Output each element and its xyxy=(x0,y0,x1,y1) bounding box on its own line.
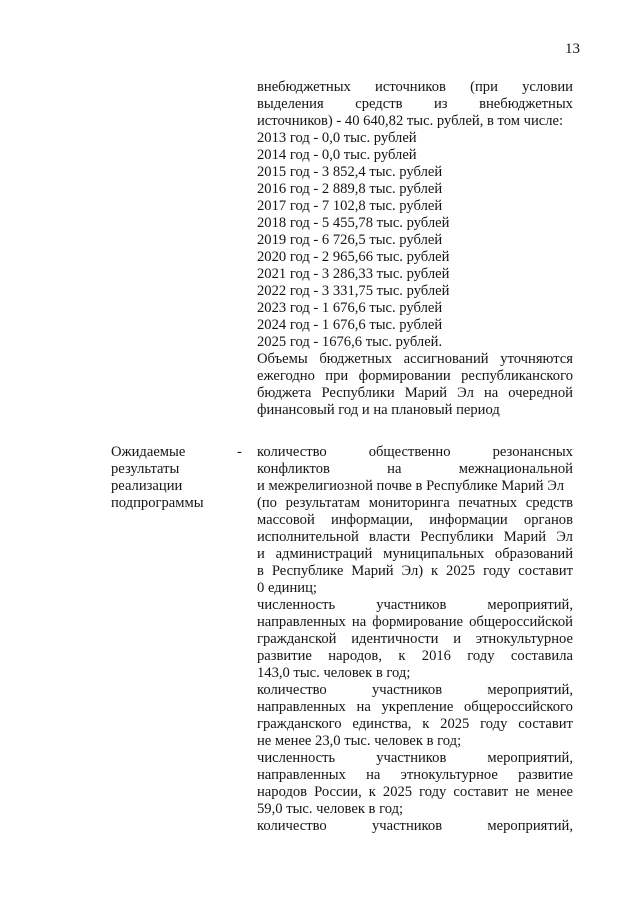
funding-year-line: 2025 год - 1676,6 тыс. рублей. xyxy=(257,334,443,350)
word: на xyxy=(351,614,367,630)
word: на xyxy=(356,699,371,715)
word: власти xyxy=(369,529,411,545)
word: выделения xyxy=(257,96,324,112)
funding-year-line: 2013 год - 0,0 тыс. рублей xyxy=(257,130,417,146)
word: количество xyxy=(257,682,327,698)
word: на xyxy=(387,461,402,477)
funding-year-line: 2014 год - 0,0 тыс. рублей xyxy=(257,147,417,163)
word: средств xyxy=(355,96,403,112)
word: ассигнований xyxy=(403,351,489,367)
results-line xyxy=(257,444,573,461)
funding-note-line xyxy=(257,351,573,368)
results-label-line: результаты xyxy=(111,461,180,477)
results-line xyxy=(257,648,573,665)
word: к xyxy=(398,648,406,664)
results-line: 143,0 тыс. человек в год; xyxy=(257,665,411,681)
results-line xyxy=(257,682,573,699)
results-line xyxy=(257,529,573,546)
funding-year-line: 2022 год - 3 331,75 тыс. рублей xyxy=(257,283,450,299)
results-label xyxy=(111,444,236,512)
word: и xyxy=(257,546,265,562)
word: формировании xyxy=(358,368,451,384)
results-label-line: подпрограммы xyxy=(111,495,204,511)
results-line: не менее 23,0 тыс. человек в год; xyxy=(257,733,462,749)
word: численность xyxy=(257,597,336,613)
results-line: и межрелигиозной почве в Республике Марий Эл xyxy=(257,478,564,494)
word: народов, xyxy=(328,648,382,664)
results-line xyxy=(257,716,573,733)
word: очередной xyxy=(508,385,573,401)
funding-year-line: 2024 год - 1 676,6 тыс. рублей xyxy=(257,317,443,333)
word: конфликтов xyxy=(257,461,330,477)
funding-note xyxy=(257,351,573,419)
word: Марий xyxy=(404,385,448,401)
word: массовой xyxy=(257,512,315,528)
results-block xyxy=(257,444,573,835)
word: мероприятий, xyxy=(487,818,573,834)
word: 2016 xyxy=(421,648,451,664)
word: общероссийской xyxy=(469,614,573,630)
funding-year-line: 2023 год - 1 676,6 тыс. рублей xyxy=(257,300,443,316)
funding-note-line xyxy=(257,368,573,385)
funding-year-line: 2020 год - 2 965,66 тыс. рублей xyxy=(257,249,450,265)
word: к xyxy=(422,716,430,732)
word: республиканского xyxy=(461,368,573,384)
results-line xyxy=(257,597,573,614)
word: печатных xyxy=(458,495,518,511)
results-line xyxy=(257,495,573,512)
word: участников xyxy=(376,597,447,613)
word: на xyxy=(366,767,381,783)
word: составила xyxy=(510,648,573,664)
word: исполнительной xyxy=(257,529,359,545)
word: 2025 xyxy=(382,784,413,800)
word: Республики xyxy=(321,385,395,401)
word: идентичности xyxy=(351,631,439,647)
word: бюджетных xyxy=(319,351,392,367)
word: участников xyxy=(371,818,443,834)
funding-note-line: финансовый год и на плановый период xyxy=(257,402,500,418)
word: Эл xyxy=(556,529,573,545)
funding-years-list xyxy=(257,130,573,351)
word: результатам xyxy=(285,495,361,511)
word: ежегодно xyxy=(257,368,315,384)
word: и xyxy=(453,631,461,647)
word: единства, xyxy=(352,716,412,732)
results-line xyxy=(257,614,573,631)
funding-line-1 xyxy=(257,79,573,96)
results-line xyxy=(257,699,573,716)
word: 2025 xyxy=(446,563,476,579)
word: Эл xyxy=(457,385,474,401)
word: формирование xyxy=(372,614,464,630)
funding-note-line xyxy=(257,385,573,402)
word: мероприятий, xyxy=(487,750,573,766)
funding-year-line: 2018 год - 5 455,78 тыс. рублей xyxy=(257,215,450,231)
word: мероприятий, xyxy=(487,682,573,698)
word: менее xyxy=(536,784,573,800)
word: общественно xyxy=(368,444,451,460)
page-number: 13 xyxy=(565,41,580,57)
results-line: 0 единиц; xyxy=(257,580,317,596)
funding-year-line: 2021 год - 3 286,33 тыс. рублей xyxy=(257,266,450,282)
results-line xyxy=(257,818,573,835)
word: средств xyxy=(525,495,573,511)
word: Республики xyxy=(420,529,494,545)
funding-year-line: 2016 год - 2 889,8 тыс. рублей xyxy=(257,181,443,197)
results-line xyxy=(257,563,573,580)
word: органов xyxy=(523,512,573,528)
word: муниципальных xyxy=(383,546,485,562)
word: Объемы xyxy=(257,351,308,367)
word: гражданского xyxy=(257,716,342,732)
word: уточняются xyxy=(500,351,573,367)
word: источников xyxy=(375,79,446,95)
word: внебюджетных xyxy=(257,79,351,95)
word: году xyxy=(480,716,508,732)
word: направленных xyxy=(257,767,346,783)
word: количество xyxy=(257,444,327,460)
word: укрепление xyxy=(381,699,454,715)
word: составит xyxy=(518,563,573,579)
word: народов xyxy=(257,784,308,800)
word: мониторинга xyxy=(368,495,450,511)
word: информации xyxy=(429,512,508,528)
word: Эл) xyxy=(401,563,424,579)
word: количество xyxy=(257,818,327,834)
word: к xyxy=(431,563,439,579)
word: году xyxy=(419,784,447,800)
word: гражданской xyxy=(257,631,337,647)
word: условии xyxy=(522,79,573,95)
results-line xyxy=(257,767,573,784)
word: информации, xyxy=(330,512,414,528)
word: мероприятий, xyxy=(487,597,573,613)
results-label-line: реализации xyxy=(111,478,183,494)
word: бюджета xyxy=(257,385,312,401)
word: развитие xyxy=(518,767,573,783)
word: резонансных xyxy=(492,444,573,460)
word: составит xyxy=(518,716,573,732)
word: году xyxy=(467,648,495,664)
word: не xyxy=(515,784,530,800)
results-line xyxy=(257,546,573,563)
word: году xyxy=(483,563,511,579)
word: Марий xyxy=(351,563,394,579)
word: развитие xyxy=(257,648,312,664)
word: Республике xyxy=(271,563,344,579)
word: администраций xyxy=(275,546,373,562)
word: составит xyxy=(453,784,509,800)
results-line xyxy=(257,631,573,648)
word: участников xyxy=(371,682,443,698)
results-line xyxy=(257,784,573,801)
results-line xyxy=(257,512,573,529)
word: (по xyxy=(257,495,277,511)
word: на xyxy=(483,385,499,401)
word: общероссийского xyxy=(463,699,573,715)
word: к xyxy=(368,784,376,800)
word: в xyxy=(257,563,264,579)
word: направленных xyxy=(257,614,346,630)
word: (при xyxy=(470,79,498,95)
results-line xyxy=(257,461,573,478)
funding-year-line: 2017 год - 7 102,8 тыс. рублей xyxy=(257,198,443,214)
word: внебюджетных xyxy=(479,96,573,112)
word: из xyxy=(434,96,448,112)
results-dash: - xyxy=(237,444,242,460)
results-line: 59,0 тыс. человек в год; xyxy=(257,801,404,817)
results-line xyxy=(257,750,573,767)
word: этнокультурное xyxy=(400,767,498,783)
word: при xyxy=(325,368,349,384)
word: образований xyxy=(494,546,573,562)
funding-year-line: 2015 год - 3 852,4 тыс. рублей xyxy=(257,164,443,180)
funding-year-line: 2019 год - 6 726,5 тыс. рублей xyxy=(257,232,443,248)
funding-line-2 xyxy=(257,96,573,113)
word: этнокультурное xyxy=(475,631,573,647)
word: 2025 xyxy=(440,716,470,732)
word: России, xyxy=(314,784,362,800)
funding-block xyxy=(257,79,573,419)
results-label-line: Ожидаемые xyxy=(111,444,186,460)
word: участников xyxy=(376,750,447,766)
word: направленных xyxy=(257,699,346,715)
word: Марий xyxy=(503,529,547,545)
word: межнациональной xyxy=(458,461,573,477)
funding-total-line: источников) - 40 640,82 тыс. рублей, в том числе: xyxy=(257,113,564,129)
word: численность xyxy=(257,750,336,766)
